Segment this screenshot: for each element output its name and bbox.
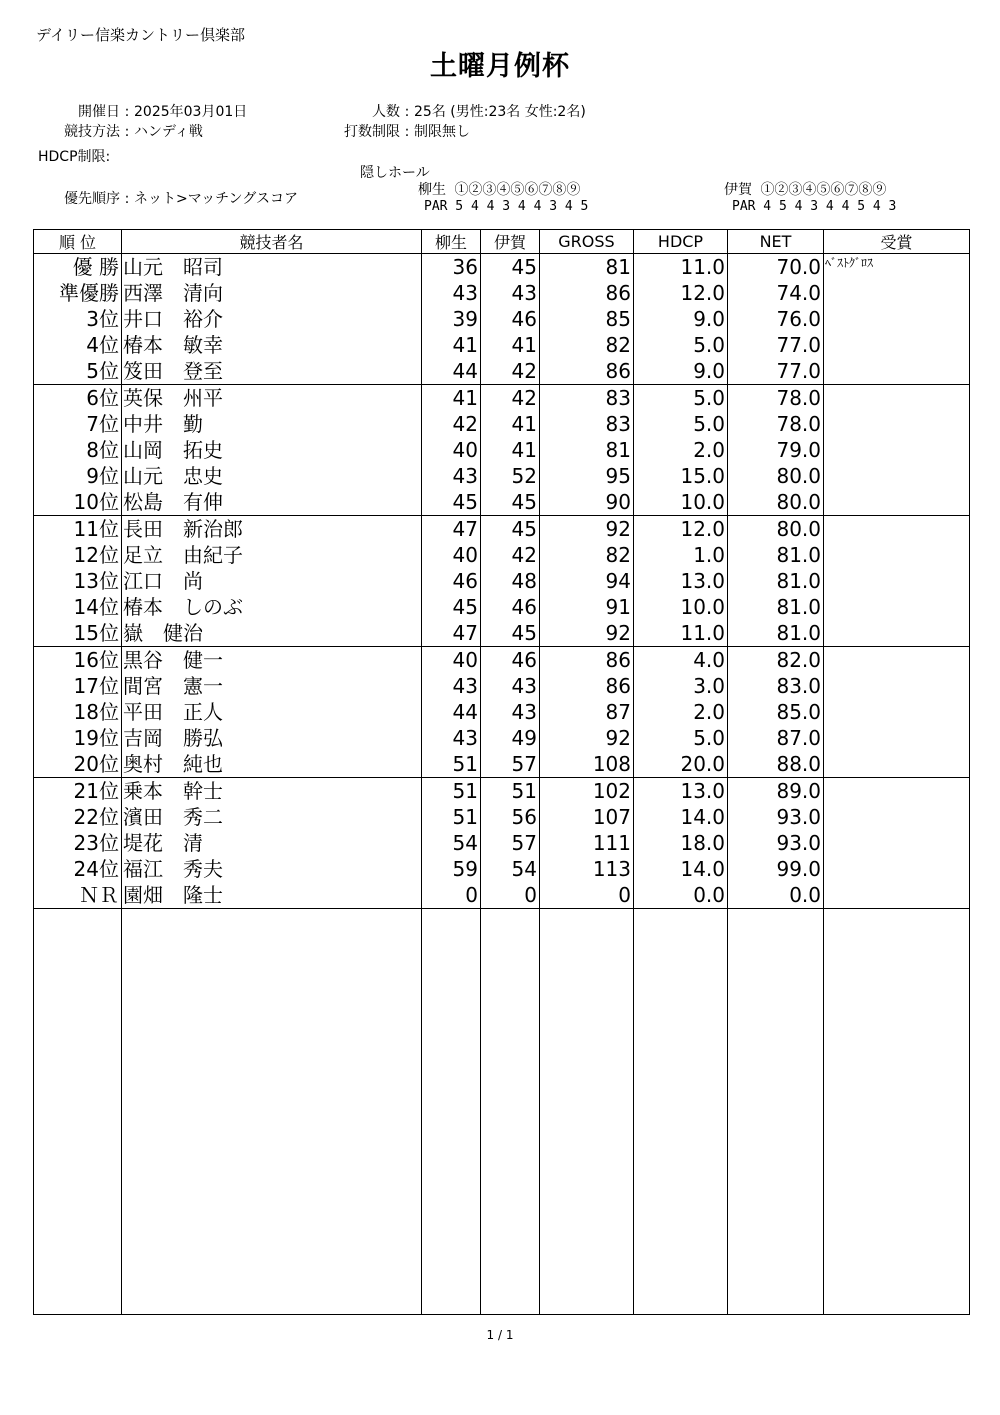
course1-score-cell: 43 — [422, 463, 481, 489]
rank-cell: 16位 — [34, 647, 122, 674]
limit-label: 打数制限 — [344, 124, 400, 140]
net-cell: 99.0 — [728, 856, 824, 882]
course2-score-cell: 0 — [481, 882, 540, 909]
rank-cell: 9位 — [34, 463, 122, 489]
col-header-gross: GROSS — [540, 230, 634, 254]
empty-cell — [728, 909, 824, 1315]
award-cell — [824, 673, 970, 699]
course1-score-cell: 44 — [422, 358, 481, 385]
net-cell: 81.0 — [728, 620, 824, 647]
table-row — [34, 594, 970, 620]
hdcp-cell: 2.0 — [634, 699, 728, 725]
award-cell — [824, 358, 970, 385]
course2-score-cell: 42 — [481, 358, 540, 385]
gross-cell: 83 — [540, 385, 634, 412]
table-row — [34, 306, 970, 332]
gross-cell: 113 — [540, 856, 634, 882]
player-name-cell: 乗本 幹士 — [122, 778, 422, 805]
course2-score-cell: 42 — [481, 385, 540, 412]
net-cell: 77.0 — [728, 332, 824, 358]
course1-score-cell: 41 — [422, 385, 481, 412]
method-sep: : — [124, 124, 130, 140]
gross-cell: 92 — [540, 516, 634, 543]
course1-score-cell: 36 — [422, 254, 481, 281]
player-name-cell: 中井 勤 — [122, 411, 422, 437]
player-name-cell: 山元 忠史 — [122, 463, 422, 489]
hdcp-cell: 14.0 — [634, 804, 728, 830]
rank-cell: 3位 — [34, 306, 122, 332]
player-name-cell: 福江 秀夫 — [122, 856, 422, 882]
gross-cell: 111 — [540, 830, 634, 856]
course2-score-cell: 41 — [481, 411, 540, 437]
award-cell — [824, 804, 970, 830]
award-cell — [824, 463, 970, 489]
player-name-cell: 井口 裕介 — [122, 306, 422, 332]
col-header-rank: 順 位 — [34, 230, 122, 254]
priority-value: ネット>マッチングスコア — [134, 191, 299, 207]
table-row — [34, 280, 970, 306]
player-name-cell: 足立 由紀子 — [122, 542, 422, 568]
course2-name: 伊賀 — [724, 182, 752, 198]
player-name-cell: 間宮 憲一 — [122, 673, 422, 699]
hdcp-cell: 18.0 — [634, 830, 728, 856]
course1-score-cell: 47 — [422, 516, 481, 543]
course1-score-cell: 51 — [422, 778, 481, 805]
meta-limit — [330, 121, 470, 141]
rank-cell: 19位 — [34, 725, 122, 751]
hdcp-cell: 3.0 — [634, 673, 728, 699]
course1-score-cell: 47 — [422, 620, 481, 647]
net-cell: 82.0 — [728, 647, 824, 674]
course1-par: PAR 5 4 4 3 4 4 3 4 5 — [424, 199, 589, 214]
table-row — [34, 778, 970, 805]
hdcp-cell: 10.0 — [634, 489, 728, 516]
course2-score-cell: 52 — [481, 463, 540, 489]
table-row — [34, 830, 970, 856]
table-row — [34, 725, 970, 751]
col-header-award: 受賞 — [824, 230, 970, 254]
award-cell — [824, 411, 970, 437]
award-cell — [824, 516, 970, 543]
player-name-cell: 奥村 純也 — [122, 751, 422, 778]
gross-cell: 91 — [540, 594, 634, 620]
gross-cell: 107 — [540, 804, 634, 830]
meta-method — [36, 121, 203, 141]
empty-cell — [34, 909, 122, 1315]
player-name-cell: 山岡 拓史 — [122, 437, 422, 463]
gross-cell: 86 — [540, 647, 634, 674]
player-name-cell: 江口 尚 — [122, 568, 422, 594]
hidden-holes-title: 隠しホール — [360, 165, 430, 181]
award-cell — [824, 882, 970, 909]
award-cell — [824, 306, 970, 332]
hdcp-cell: 4.0 — [634, 647, 728, 674]
hdcp-cell: 12.0 — [634, 280, 728, 306]
course2-par: PAR 4 5 4 3 4 4 5 4 3 — [732, 199, 897, 214]
course1-score-cell: 45 — [422, 489, 481, 516]
player-name-cell: 笈田 登至 — [122, 358, 422, 385]
rank-cell: 17位 — [34, 673, 122, 699]
award-cell — [824, 725, 970, 751]
player-name-cell: 黒谷 健一 — [122, 647, 422, 674]
award-cell — [824, 856, 970, 882]
empty-cell — [422, 909, 481, 1315]
gross-cell: 86 — [540, 358, 634, 385]
net-cell: 79.0 — [728, 437, 824, 463]
gross-cell: 90 — [540, 489, 634, 516]
gross-cell: 82 — [540, 332, 634, 358]
gross-cell: 83 — [540, 411, 634, 437]
course1-score-cell: 40 — [422, 542, 481, 568]
hdcp-cell: 14.0 — [634, 856, 728, 882]
course2-score-cell: 43 — [481, 280, 540, 306]
table-row — [34, 751, 970, 778]
hdcp-cell: 13.0 — [634, 568, 728, 594]
net-cell: 81.0 — [728, 594, 824, 620]
table-row — [34, 358, 970, 385]
course2-score-cell: 46 — [481, 647, 540, 674]
player-name-cell: 平田 正人 — [122, 699, 422, 725]
table-row — [34, 804, 970, 830]
gross-cell: 92 — [540, 620, 634, 647]
hdcp-cell: 9.0 — [634, 306, 728, 332]
award-cell — [824, 489, 970, 516]
course2-score-cell: 45 — [481, 489, 540, 516]
players-label: 人数 — [372, 104, 400, 120]
course1-score-cell: 51 — [422, 751, 481, 778]
course2-score-cell: 45 — [481, 516, 540, 543]
course2-score-cell: 41 — [481, 437, 540, 463]
course1-score-cell: 45 — [422, 594, 481, 620]
player-name-cell: 椿本 敏幸 — [122, 332, 422, 358]
course1-score-cell: 59 — [422, 856, 481, 882]
award-cell — [824, 568, 970, 594]
course2-score-cell: 43 — [481, 673, 540, 699]
date-value: 2025年03月01日 — [134, 104, 248, 120]
date-label: 開催日 — [78, 104, 120, 120]
award-cell — [824, 647, 970, 674]
course2-score-cell: 56 — [481, 804, 540, 830]
course1-score-cell: 40 — [422, 647, 481, 674]
hdcp-cell: 5.0 — [634, 385, 728, 412]
course1-score-cell: 44 — [422, 699, 481, 725]
award-cell — [824, 385, 970, 412]
gross-cell: 81 — [540, 254, 634, 281]
empty-cell — [540, 909, 634, 1315]
gross-cell: 82 — [540, 542, 634, 568]
gross-cell: 85 — [540, 306, 634, 332]
gross-cell: 92 — [540, 725, 634, 751]
course1-score-cell: 43 — [422, 280, 481, 306]
empty-cell — [122, 909, 422, 1315]
player-name-cell: 嶽 健治 — [122, 620, 422, 647]
course1-holes: ①②③④⑤⑥⑦⑧⑨ — [454, 182, 581, 198]
course1-holes-row — [418, 179, 580, 199]
rank-cell: 11位 — [34, 516, 122, 543]
net-cell: 88.0 — [728, 751, 824, 778]
rank-cell: 7位 — [34, 411, 122, 437]
course1-score-cell: 41 — [422, 332, 481, 358]
col-header-name: 競技者名 — [122, 230, 422, 254]
course2-score-cell: 46 — [481, 306, 540, 332]
table-row — [34, 673, 970, 699]
table-row — [34, 516, 970, 543]
net-cell: 87.0 — [728, 725, 824, 751]
course2-score-cell: 43 — [481, 699, 540, 725]
table-row — [34, 385, 970, 412]
net-cell: 76.0 — [728, 306, 824, 332]
hdcp-cell: 20.0 — [634, 751, 728, 778]
col-header-course2: 伊賀 — [481, 230, 540, 254]
table-row — [34, 411, 970, 437]
player-name-cell: 英保 州平 — [122, 385, 422, 412]
rank-cell: 24位 — [34, 856, 122, 882]
net-cell: 83.0 — [728, 673, 824, 699]
meta-priority — [36, 188, 298, 208]
table-row — [34, 882, 970, 909]
award-cell — [824, 699, 970, 725]
table-header-row — [34, 230, 970, 254]
course1-score-cell: 51 — [422, 804, 481, 830]
page-number: 1 / 1 — [486, 1328, 514, 1342]
award-cell — [824, 830, 970, 856]
hdcp-cell: 5.0 — [634, 725, 728, 751]
rank-cell: 22位 — [34, 804, 122, 830]
rank-cell: 23位 — [34, 830, 122, 856]
empty-rows-area — [34, 909, 970, 1315]
players-sep: : — [404, 104, 410, 120]
player-name-cell: 堤花 清 — [122, 830, 422, 856]
course2-holes-row — [724, 179, 886, 199]
gross-cell: 95 — [540, 463, 634, 489]
net-cell: 81.0 — [728, 542, 824, 568]
col-header-hdcp: HDCP — [634, 230, 728, 254]
rank-cell: 6位 — [34, 385, 122, 412]
course2-score-cell: 51 — [481, 778, 540, 805]
gross-cell: 81 — [540, 437, 634, 463]
net-cell: 0.0 — [728, 882, 824, 909]
player-name-cell: 山元 昭司 — [122, 254, 422, 281]
table-row — [34, 856, 970, 882]
table-row — [34, 620, 970, 647]
net-cell: 80.0 — [728, 516, 824, 543]
player-name-cell: 長田 新治郎 — [122, 516, 422, 543]
players-value: 25名 (男性:23名 女性:2名) — [414, 104, 586, 120]
award-cell — [824, 332, 970, 358]
course2-score-cell: 41 — [481, 332, 540, 358]
rank-cell: 準優勝 — [34, 280, 122, 306]
hdcp-cell: 2.0 — [634, 437, 728, 463]
empty-cell — [634, 909, 728, 1315]
course1-score-cell: 43 — [422, 673, 481, 699]
gross-cell: 94 — [540, 568, 634, 594]
net-cell: 85.0 — [728, 699, 824, 725]
rank-cell: 優 勝 — [34, 254, 122, 281]
hdcp-cell: 5.0 — [634, 411, 728, 437]
hdcp-cell: 10.0 — [634, 594, 728, 620]
limit-value: 制限無し — [414, 124, 470, 140]
net-cell: 81.0 — [728, 568, 824, 594]
hdcp-limit-label: HDCP制限: — [38, 149, 111, 165]
date-sep: : — [124, 104, 130, 120]
gross-cell: 87 — [540, 699, 634, 725]
table-row — [34, 699, 970, 725]
meta-date — [36, 101, 247, 121]
gross-cell: 86 — [540, 673, 634, 699]
hdcp-cell: 11.0 — [634, 254, 728, 281]
net-cell: 78.0 — [728, 411, 824, 437]
net-cell: 80.0 — [728, 489, 824, 516]
course2-score-cell: 57 — [481, 751, 540, 778]
limit-sep: : — [404, 124, 410, 140]
results-body — [34, 254, 970, 1315]
award-cell — [824, 594, 970, 620]
player-name-cell: 松島 有伸 — [122, 489, 422, 516]
net-cell: 80.0 — [728, 463, 824, 489]
course1-score-cell: 40 — [422, 437, 481, 463]
rank-cell: 14位 — [34, 594, 122, 620]
table-row — [34, 254, 970, 281]
club-name: デイリー信楽カントリー倶楽部 — [36, 26, 245, 44]
hdcp-cell: 15.0 — [634, 463, 728, 489]
course2-score-cell: 42 — [481, 542, 540, 568]
award-cell — [824, 280, 970, 306]
rank-cell: ＮＲ — [34, 882, 122, 909]
net-cell: 77.0 — [728, 358, 824, 385]
empty-cell — [824, 909, 970, 1315]
player-name-cell: 濱田 秀二 — [122, 804, 422, 830]
course1-score-cell: 39 — [422, 306, 481, 332]
rank-cell: 12位 — [34, 542, 122, 568]
course1-score-cell: 43 — [422, 725, 481, 751]
hdcp-cell: 0.0 — [634, 882, 728, 909]
gross-cell: 108 — [540, 751, 634, 778]
player-name-cell: 園畑 隆士 — [122, 882, 422, 909]
course1-name: 柳生 — [418, 182, 446, 198]
rank-cell: 4位 — [34, 332, 122, 358]
player-name-cell: 吉岡 勝弘 — [122, 725, 422, 751]
method-label: 競技方法 — [64, 124, 120, 140]
award-cell: ﾍﾞｽﾄｸﾞﾛｽ — [824, 254, 970, 281]
rank-cell: 10位 — [34, 489, 122, 516]
course2-score-cell: 46 — [481, 594, 540, 620]
award-cell — [824, 542, 970, 568]
net-cell: 78.0 — [728, 385, 824, 412]
player-name-cell: 西澤 清向 — [122, 280, 422, 306]
method-value: ハンディ戦 — [134, 124, 203, 140]
course1-score-cell: 42 — [422, 411, 481, 437]
rank-cell: 21位 — [34, 778, 122, 805]
table-row — [34, 437, 970, 463]
course2-score-cell: 45 — [481, 254, 540, 281]
course2-score-cell: 48 — [481, 568, 540, 594]
col-header-net: NET — [728, 230, 824, 254]
table-row — [34, 332, 970, 358]
priority-sep: : — [124, 191, 130, 207]
hdcp-cell: 9.0 — [634, 358, 728, 385]
rank-cell: 20位 — [34, 751, 122, 778]
table-row — [34, 568, 970, 594]
meta-players — [330, 101, 586, 121]
gross-cell: 102 — [540, 778, 634, 805]
table-row — [34, 647, 970, 674]
course2-score-cell: 49 — [481, 725, 540, 751]
award-cell — [824, 778, 970, 805]
net-cell: 89.0 — [728, 778, 824, 805]
empty-cell — [481, 909, 540, 1315]
rank-cell: 8位 — [34, 437, 122, 463]
rank-cell: 15位 — [34, 620, 122, 647]
hdcp-cell: 1.0 — [634, 542, 728, 568]
net-cell: 93.0 — [728, 804, 824, 830]
priority-label: 優先順序 — [64, 191, 120, 207]
player-name-cell: 椿本 しのぶ — [122, 594, 422, 620]
rank-cell: 13位 — [34, 568, 122, 594]
table-row — [34, 489, 970, 516]
rank-cell: 5位 — [34, 358, 122, 385]
results-table — [33, 229, 970, 1315]
table-row — [34, 463, 970, 489]
course2-score-cell: 54 — [481, 856, 540, 882]
course2-score-cell: 57 — [481, 830, 540, 856]
award-cell — [824, 437, 970, 463]
course1-score-cell: 0 — [422, 882, 481, 909]
course2-score-cell: 45 — [481, 620, 540, 647]
award-cell — [824, 620, 970, 647]
hdcp-cell: 11.0 — [634, 620, 728, 647]
net-cell: 93.0 — [728, 830, 824, 856]
hdcp-cell: 13.0 — [634, 778, 728, 805]
gross-cell: 86 — [540, 280, 634, 306]
col-header-course1: 柳生 — [422, 230, 481, 254]
hdcp-cell: 12.0 — [634, 516, 728, 543]
table-row — [34, 542, 970, 568]
course1-score-cell: 54 — [422, 830, 481, 856]
page-title: 土曜月例杯 — [430, 51, 570, 82]
course2-holes: ①②③④⑤⑥⑦⑧⑨ — [760, 182, 887, 198]
award-cell — [824, 751, 970, 778]
gross-cell: 0 — [540, 882, 634, 909]
rank-cell: 18位 — [34, 699, 122, 725]
course1-score-cell: 46 — [422, 568, 481, 594]
net-cell: 70.0 — [728, 254, 824, 281]
net-cell: 74.0 — [728, 280, 824, 306]
hdcp-cell: 5.0 — [634, 332, 728, 358]
